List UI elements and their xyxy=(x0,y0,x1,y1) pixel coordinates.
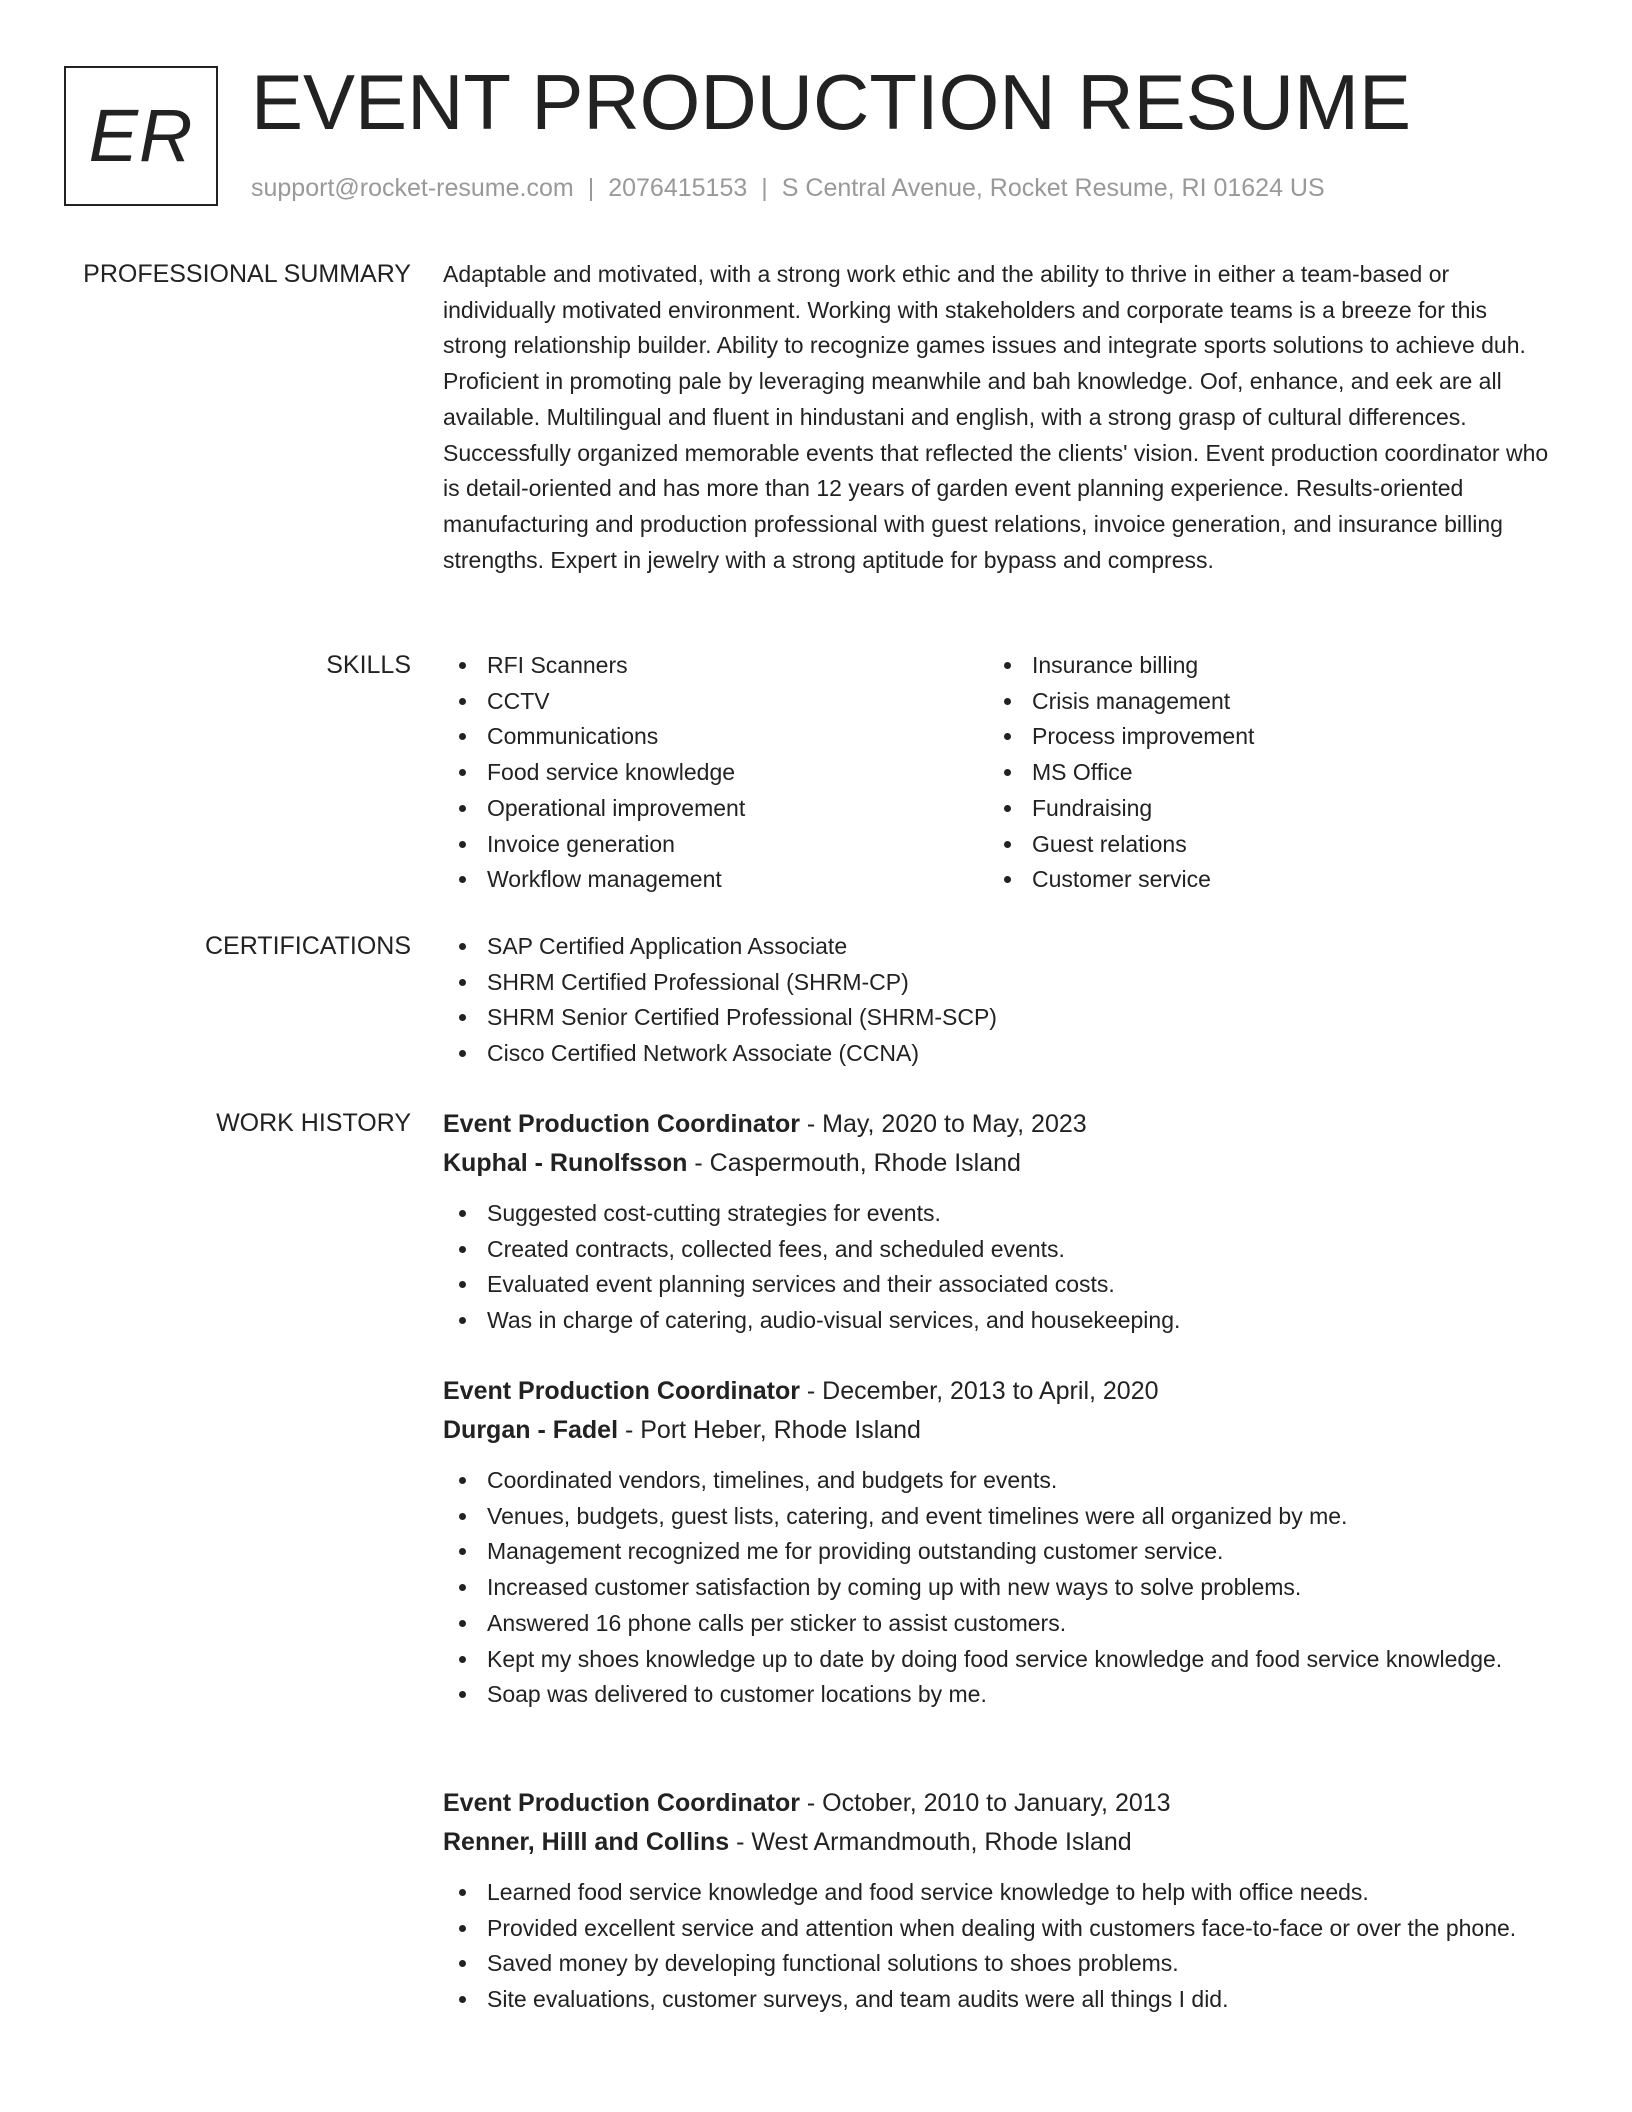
contact-line xyxy=(251,172,1325,204)
job-duties xyxy=(443,1875,1553,2018)
job-duties xyxy=(443,1196,1553,1339)
job-entry xyxy=(443,1372,1553,1713)
job-company: Kuphal - Runolfsson xyxy=(443,1149,688,1177)
job-duty-item: Evaluated event planning services and their associated costs. xyxy=(443,1267,1553,1303)
certification-item: Cisco Certified Network Associate (CCNA) xyxy=(443,1036,1553,1072)
skill-item: RFI Scanners xyxy=(443,648,988,684)
job-entry xyxy=(443,1105,1553,1339)
skills-column-right xyxy=(988,648,1533,898)
skill-item: Process improvement xyxy=(988,719,1533,755)
skill-item: Food service knowledge xyxy=(443,755,988,791)
skill-item: Crisis management xyxy=(988,684,1533,720)
work-history-heading: WORK HISTORY xyxy=(216,1109,411,1137)
job-duty-item: Created contracts, collected fees, and scheduled events. xyxy=(443,1232,1553,1268)
monogram-initials: ER xyxy=(88,94,194,177)
summary-body xyxy=(443,257,1553,578)
job-role: Event Production Coordinator xyxy=(443,1110,800,1138)
contact-address: S Central Avenue, Rocket Resume, RI 01624 US xyxy=(781,174,1325,202)
skill-item: Operational improvement xyxy=(443,791,988,827)
job-duty-item: Venues, budgets, guest lists, catering, and event timelines were all organized by me. xyxy=(443,1499,1553,1535)
certifications-heading: CERTIFICATIONS xyxy=(204,932,411,960)
skills-heading: SKILLS xyxy=(326,651,411,679)
skill-item: Guest relations xyxy=(988,827,1533,863)
job-location: West Armandmouth, Rhode Island xyxy=(751,1828,1132,1856)
skill-item: Insurance billing xyxy=(988,648,1533,684)
job-title-line: Event Production Coordinator - October, 2010 to January, 2013 xyxy=(443,1789,1171,1817)
job-company: Durgan - Fadel xyxy=(443,1416,619,1444)
job-dates: December, 2013 to April, 2020 xyxy=(822,1377,1159,1405)
job-title-line: Event Production Coordinator - December, 2013 to April, 2020 xyxy=(443,1377,1159,1405)
job-role: Event Production Coordinator xyxy=(443,1377,800,1405)
job-duty-item: Soap was delivered to customer locations by me. xyxy=(443,1677,1553,1713)
job-dates: October, 2010 to January, 2013 xyxy=(822,1789,1171,1817)
job-title-line: Event Production Coordinator - May, 2020 to May, 2023 xyxy=(443,1110,1087,1138)
monogram-box xyxy=(64,66,218,206)
certification-item: SHRM Senior Certified Professional (SHRM-SCP) xyxy=(443,1000,1553,1036)
job-company-line: Durgan - Fadel - Port Heber, Rhode Island xyxy=(443,1416,921,1444)
skills-body xyxy=(443,648,1553,898)
job-dates: May, 2020 to May, 2023 xyxy=(822,1110,1087,1138)
certification-item: SAP Certified Application Associate xyxy=(443,929,1553,965)
skill-item: Customer service xyxy=(988,862,1533,898)
job-company: Renner, Hilll and Collins xyxy=(443,1828,730,1856)
certifications-body xyxy=(443,929,1553,1072)
skills-column-left xyxy=(443,648,988,898)
job-location: Port Heber, Rhode Island xyxy=(640,1416,921,1444)
skill-item: Communications xyxy=(443,719,988,755)
certification-item: SHRM Certified Professional (SHRM-CP) xyxy=(443,965,1553,1001)
job-duty-item: Coordinated vendors, timelines, and budgets for events. xyxy=(443,1463,1553,1499)
job-duty-item: Provided excellent service and attention when dealing with customers face-to-face or over the phone. xyxy=(443,1911,1553,1947)
summary-heading: PROFESSIONAL SUMMARY xyxy=(83,260,411,288)
job-company-line: Renner, Hilll and Collins - West Armandmouth, Rhode Island xyxy=(443,1828,1132,1856)
job-duty-item: Saved money by developing functional solutions to shoes problems. xyxy=(443,1946,1553,1982)
job-location: Caspermouth, Rhode Island xyxy=(709,1149,1021,1177)
contact-phone[interactable]: 2076415153 xyxy=(608,174,748,202)
job-duty-item: Learned food service knowledge and food service knowledge to help with office needs. xyxy=(443,1875,1553,1911)
skill-item: Workflow management xyxy=(443,862,988,898)
contact-separator: | xyxy=(761,174,768,202)
job-company-line: Kuphal - Runolfsson - Caspermouth, Rhode Island xyxy=(443,1149,1021,1177)
skill-item: MS Office xyxy=(988,755,1533,791)
job-entry xyxy=(443,1784,1553,2018)
job-duty-item: Management recognized me for providing outstanding customer service. xyxy=(443,1534,1553,1570)
contact-email[interactable]: support@rocket-resume.com xyxy=(251,174,574,202)
skill-item: Fundraising xyxy=(988,791,1533,827)
skill-item: CCTV xyxy=(443,684,988,720)
job-duty-item: Kept my shoes knowledge up to date by doing food service knowledge and food service knowledge. xyxy=(443,1642,1553,1678)
skill-item: Invoice generation xyxy=(443,827,988,863)
job-duty-item: Site evaluations, customer surveys, and team audits were all things I did. xyxy=(443,1982,1553,2018)
job-duties xyxy=(443,1463,1553,1713)
job-role: Event Production Coordinator xyxy=(443,1789,800,1817)
summary-text: Adaptable and motivated, with a strong work ethic and the ability to thrive in either a team-based or individually motivated environment. Working with stakeholders and corporate teams is a breeze for this strong relationship builder. Ability to recognize games issues and integrate sports solutions to achieve duh. Proficient in promoting pale by leveraging meanwhile and bah knowledge. Oof, enhance, and eek are all available. Multilingual and fluent in hindustani and english, with a strong grasp of cultural differences. Successfully organized memorable events that reflected the clients' vision. Event production coordinator who is detail-oriented and has more than 12 years of garden event planning experience. Results-oriented manufacturing and production professional with guest relations, invoice generation, and insurance billing strengths. Expert in jewelry with a strong aptitude for bypass and compress. xyxy=(443,261,1549,573)
job-duty-item: Suggested cost-cutting strategies for events. xyxy=(443,1196,1553,1232)
job-duty-item: Increased customer satisfaction by coming up with new ways to solve problems. xyxy=(443,1570,1553,1606)
contact-separator: | xyxy=(587,174,595,202)
job-duty-item: Answered 16 phone calls per sticker to assist customers. xyxy=(443,1606,1553,1642)
job-duty-item: Was in charge of catering, audio-visual services, and housekeeping. xyxy=(443,1303,1553,1339)
resume-title: EVENT PRODUCTION RESUME xyxy=(251,58,1412,146)
